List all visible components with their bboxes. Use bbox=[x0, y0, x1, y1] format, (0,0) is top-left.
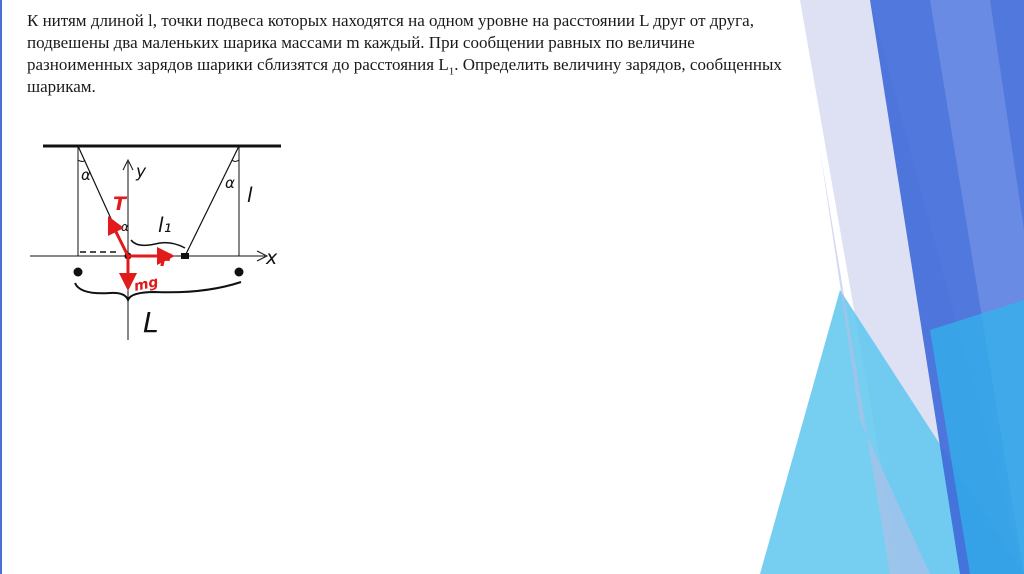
weight-label: mg bbox=[132, 274, 160, 295]
tension-label: T bbox=[113, 193, 126, 215]
force-f-label: F bbox=[160, 251, 172, 271]
ball-deflected-right bbox=[181, 253, 189, 259]
ball-original-right bbox=[235, 268, 244, 277]
y-axis-label: y bbox=[136, 162, 147, 182]
problem-text-end: . Определить величину зарядов, сообщенных шарикам. bbox=[27, 55, 782, 96]
left-border-stripe bbox=[0, 0, 2, 574]
alpha-left-label: α bbox=[81, 166, 91, 184]
problem-subscript: 1 bbox=[448, 65, 455, 78]
thread-label: l bbox=[247, 183, 253, 207]
distance-l1-label: l₁ bbox=[158, 213, 172, 237]
problem-text: К нитям длиной l, точки подвеса которых находятся на одном уровне на расстоянии L друг от друга, подвешены два маленьких шарика массами m каждый. При сообщении равных по величине разноименных зарядов шарики сблизятся до расстояния L bbox=[27, 11, 754, 74]
right-thread bbox=[185, 146, 239, 256]
alpha-small-label: α bbox=[121, 220, 129, 234]
l1-brace bbox=[131, 240, 185, 248]
alpha-right-label: α bbox=[225, 174, 235, 192]
ball-original-left bbox=[74, 268, 83, 277]
angle-arc-right bbox=[232, 160, 239, 162]
problem-statement bbox=[27, 10, 802, 98]
span-L-label: L bbox=[143, 306, 159, 339]
x-axis-label: x bbox=[266, 247, 278, 269]
pendulum-sketch bbox=[25, 130, 300, 345]
